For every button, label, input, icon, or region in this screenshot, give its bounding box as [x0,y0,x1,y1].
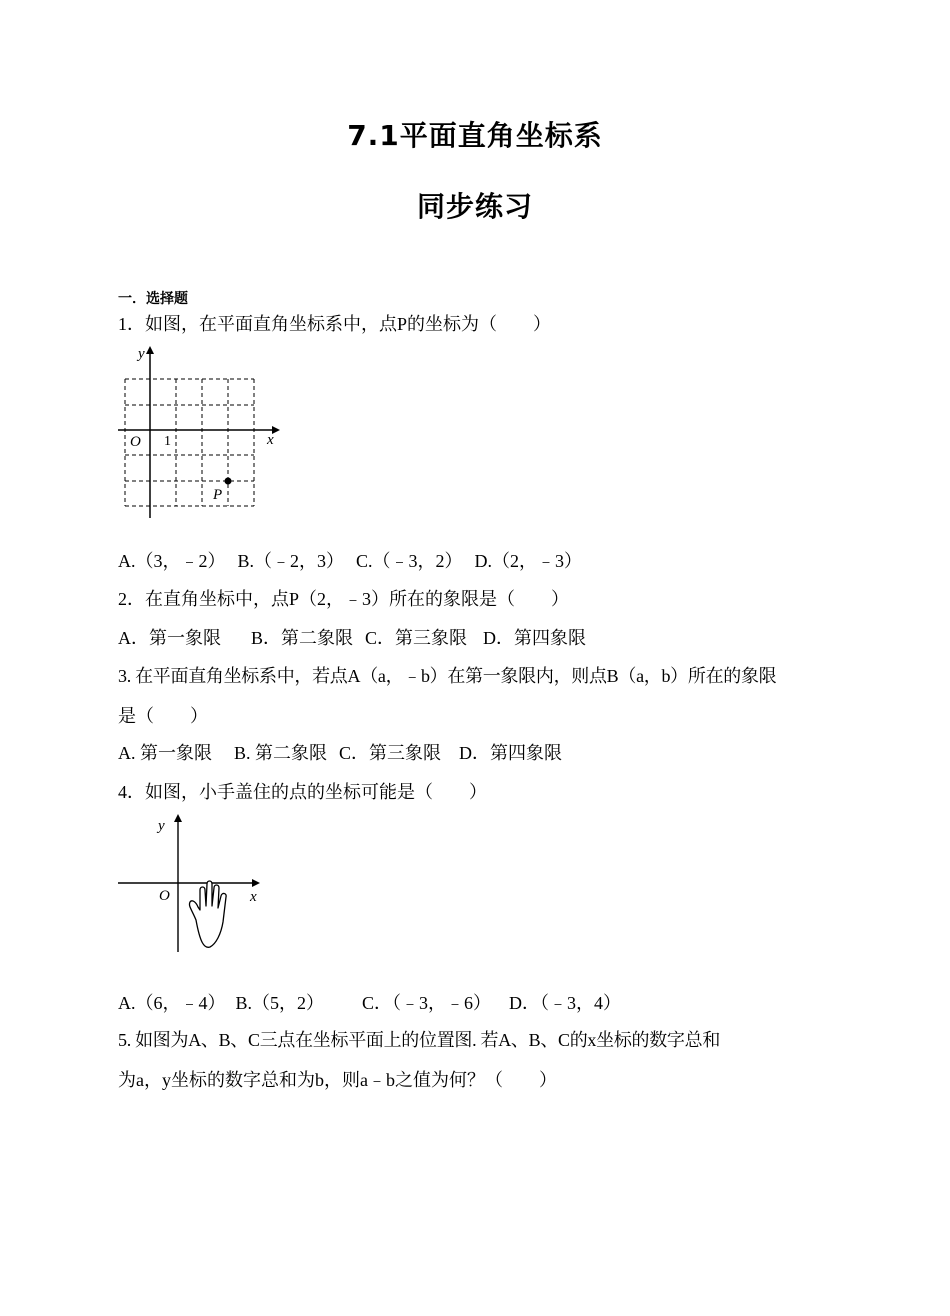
option-a[interactable]: A. 第一象限 [118,743,212,763]
question-1-options [118,549,582,573]
y-axis-label: y [158,818,165,834]
option-c[interactable]: C．（﹣3，﹣6） [362,993,492,1013]
question-3-stem-line1: 3. 在平面直角坐标系中，若点A（a，﹣b）在第一象限内，则点B（a，b）所在的象限 [118,666,777,686]
option-d[interactable]: D.（2，﹣3） [474,551,583,571]
question-2-stem: 2．在直角坐标中，点P（2，﹣3）所在的象限是（ ） [118,589,570,609]
question-5-stem-line2: 为a，y坐标的数字总和为b，则a﹣b之值为何？（ ） [118,1070,557,1090]
option-d[interactable]: D．第四象限 [483,628,587,648]
option-d[interactable]: D．第四象限 [459,743,563,763]
question-3-options [118,741,562,765]
point-p [225,478,232,485]
option-d[interactable]: D．（﹣3，4） [509,993,622,1013]
question-3-stem-line2: 是（ ） [118,706,208,726]
option-a[interactable]: A．第一象限 [118,628,221,648]
option-c[interactable]: C．第三象限 [365,628,468,648]
option-c[interactable]: C.（﹣3，2） [356,551,463,571]
x-axis-label: x [267,432,274,448]
option-b[interactable]: B. 第二象限 [234,743,328,763]
origin-label: O [130,434,141,450]
document-subtitle: 同步练习 [416,190,533,223]
question-1-figure [112,342,282,524]
unit-label: 1 [164,434,171,449]
option-c[interactable]: C．第三象限 [339,743,442,763]
y-axis-label: y [138,346,145,362]
point-p-label: P [213,487,223,503]
option-b[interactable]: B.（5，2） [235,993,325,1013]
document-title: 7.1平面直角坐标系 [347,119,603,152]
hand-icon [189,881,226,947]
question-4-stem: 4．如图，小手盖住的点的坐标可能是（ ） [118,782,487,802]
option-a[interactable]: A.（3，﹣2） [118,551,226,571]
section-heading: 一．选择题 [118,291,188,307]
x-axis-label: x [250,889,257,905]
option-b[interactable]: B．第二象限 [251,628,354,648]
question-4-figure [112,810,272,958]
question-1-stem: 1．如图，在平面直角坐标系中，点P的坐标为（ ） [118,314,552,334]
option-a[interactable]: A.（6，﹣4） [118,993,226,1013]
question-5-stem-line1: 5. 如图为A、B、C三点在坐标平面上的位置图. 若A、B、C的x坐标的数字总和 [118,1030,721,1050]
option-b[interactable]: B.（﹣2，3） [237,551,345,571]
origin-label: O [159,888,170,904]
question-4-options [118,991,621,1015]
question-2-options [118,626,586,650]
